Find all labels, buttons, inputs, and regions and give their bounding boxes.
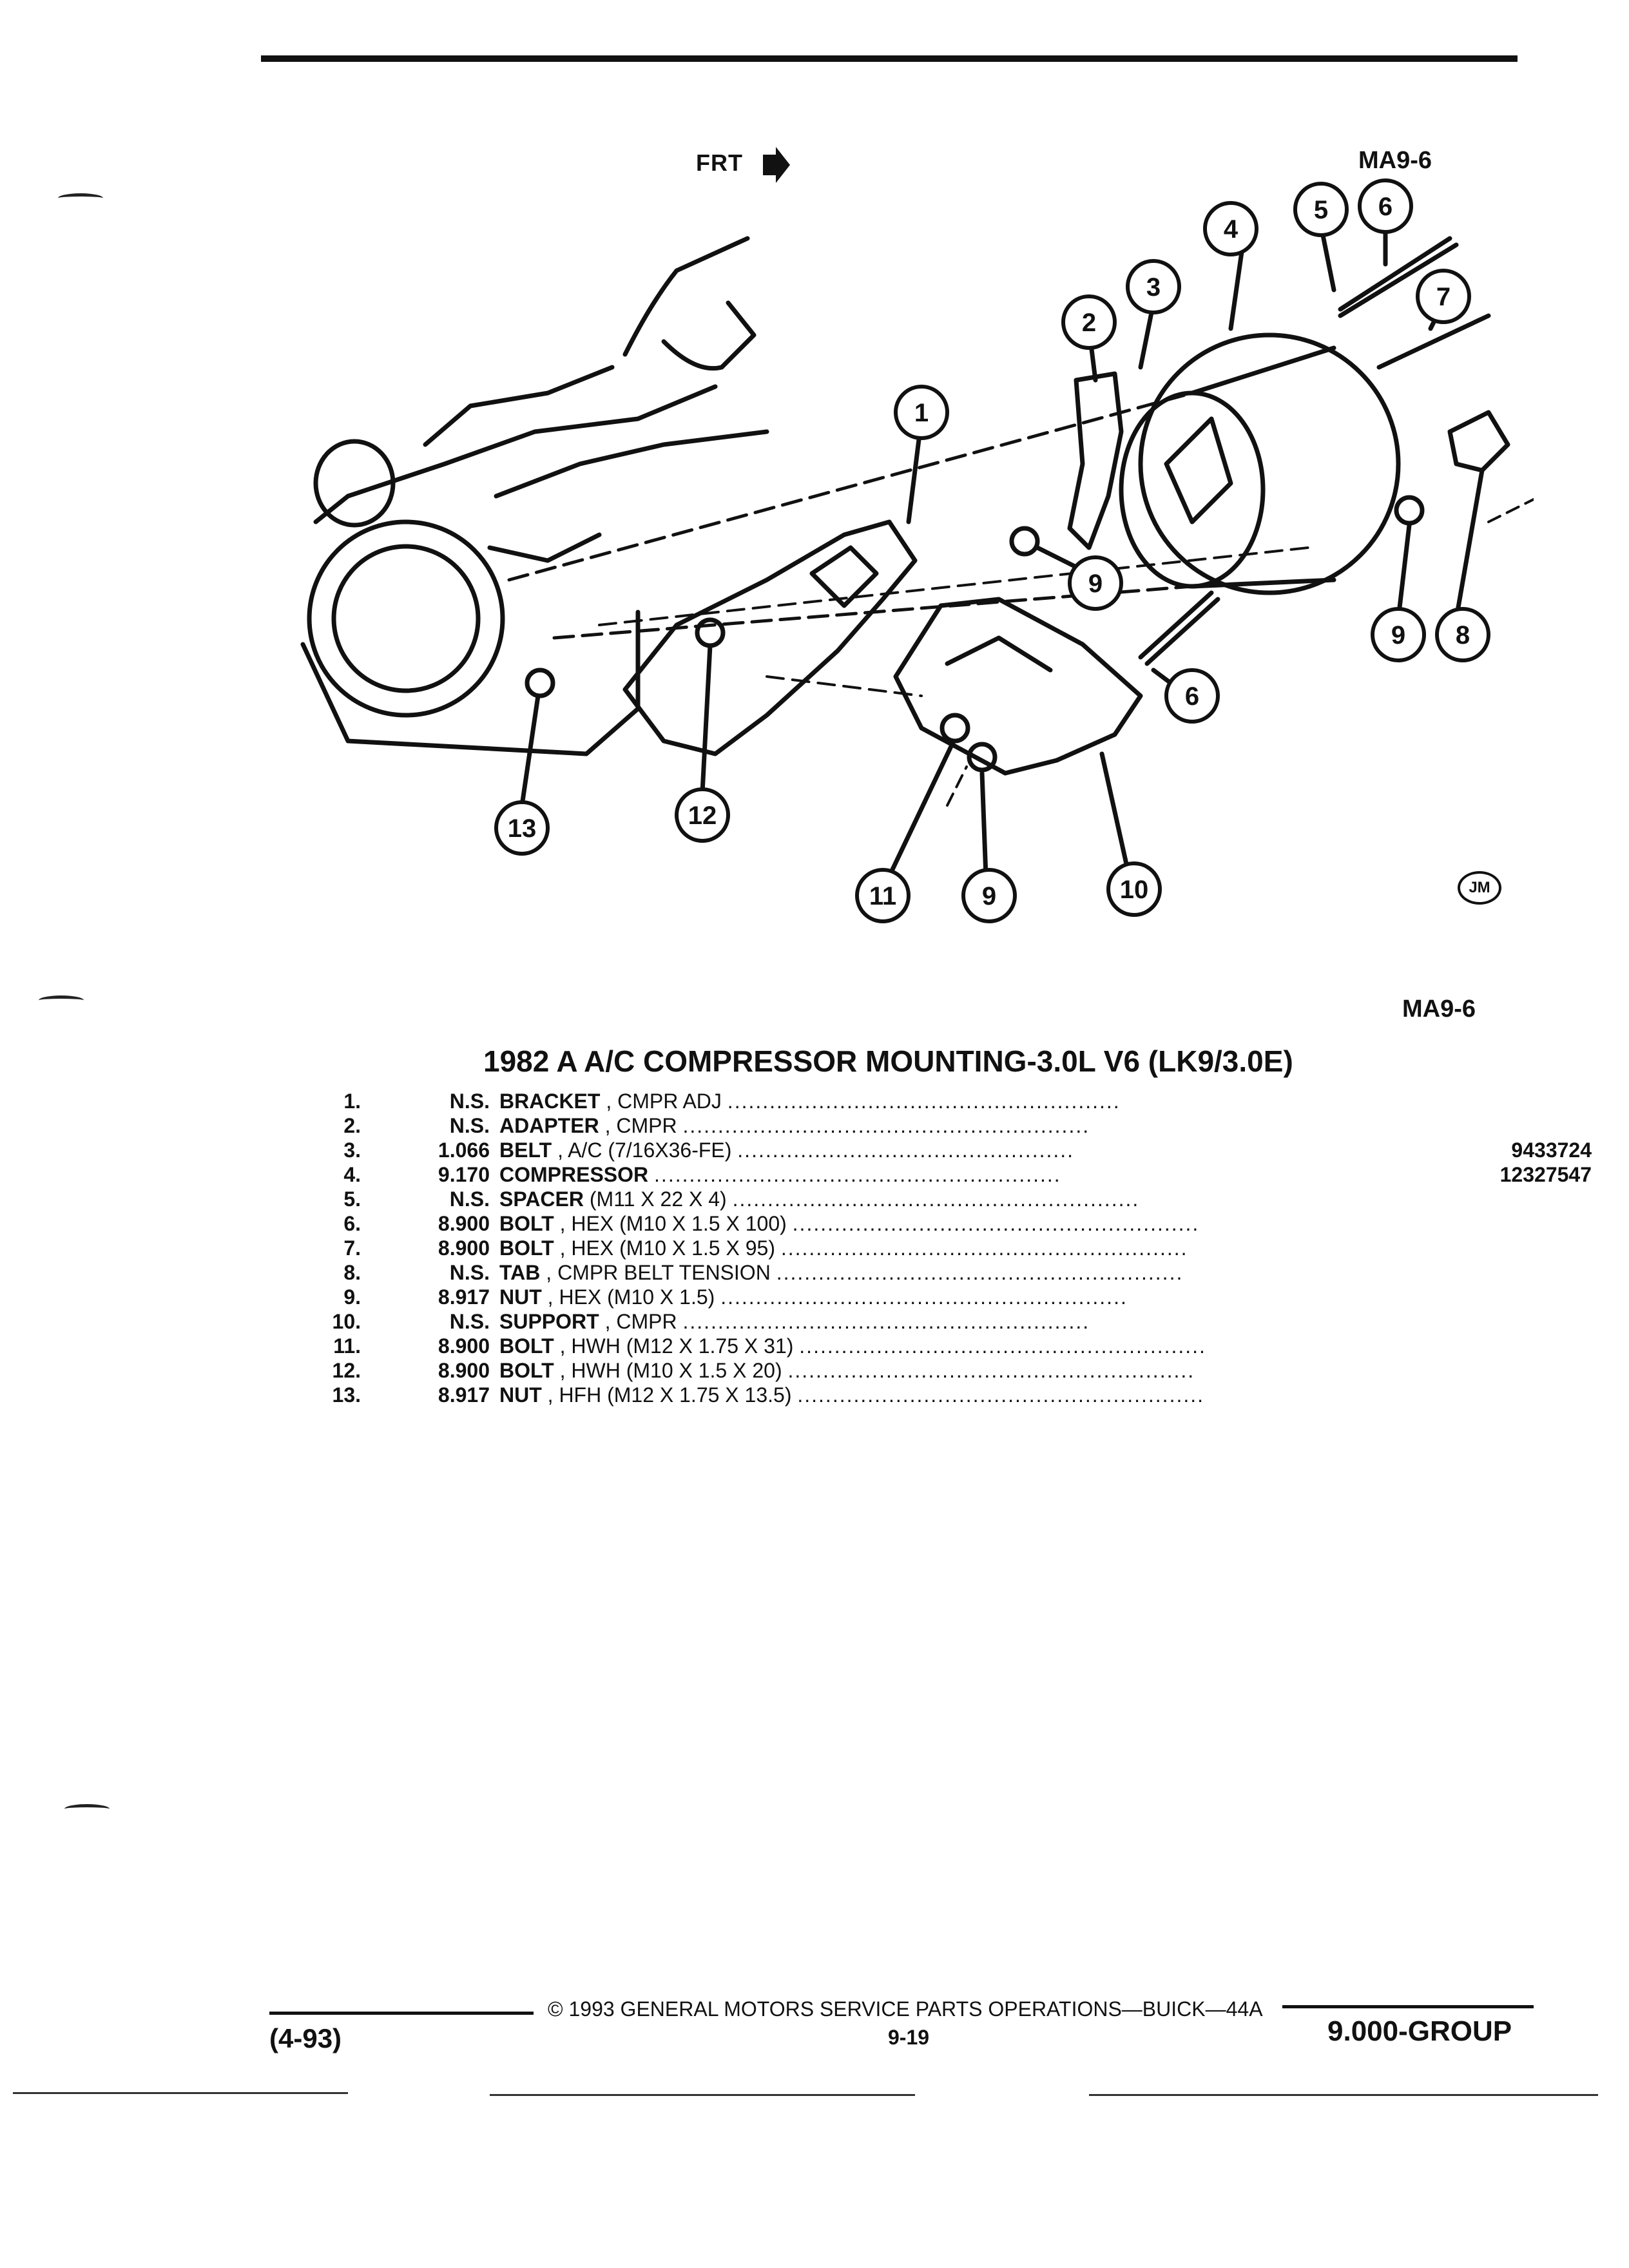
part-name: BOLT: [499, 1212, 554, 1235]
item-number: 9.: [343, 1285, 361, 1309]
part-detail: , A/C (7/16X36-FE): [557, 1139, 732, 1162]
footer-rule-left: [269, 2012, 534, 2015]
item-number: 1.: [343, 1090, 361, 1113]
callout-8: 8: [1455, 621, 1470, 649]
compressor-adapter: [1070, 374, 1121, 548]
part-description: BELT , A/C (7/16X36-FE) ................................................: [499, 1139, 1075, 1162]
group-code: N.S.: [449, 1090, 490, 1113]
group-code: 8.917: [438, 1285, 490, 1309]
group-code: 8.900: [438, 1359, 490, 1382]
callout-9: 9: [1391, 621, 1406, 649]
top-rule: [261, 55, 1518, 62]
part-description: BRACKET , CMPR ADJ ........................................................: [499, 1090, 1121, 1113]
compressor-support: [896, 599, 1141, 773]
revision-date: (4-93): [269, 2023, 342, 2053]
item-number: 7.: [343, 1236, 361, 1260]
page-number: 9-19: [888, 2026, 930, 2049]
callout-6: 6: [1184, 682, 1200, 711]
group-code: N.S.: [449, 1310, 490, 1333]
callout-6: 6: [1378, 193, 1393, 221]
item-number: 12.: [332, 1359, 361, 1382]
front-label: FRT: [696, 149, 743, 176]
part-name: SUPPORT: [499, 1310, 599, 1333]
figure-code-bottom: MA9-6: [1402, 995, 1476, 1023]
part-detail: , HEX (M10 X 1.5 X 95): [559, 1236, 775, 1260]
callout-11: 11: [869, 882, 897, 910]
part-name: BRACKET: [499, 1090, 601, 1113]
part-name: NUT: [499, 1383, 542, 1407]
group-code: N.S.: [449, 1187, 490, 1211]
part-detail: , HWH (M10 X 1.5 X 20): [559, 1359, 782, 1382]
callout-9: 9: [1088, 570, 1103, 598]
callout-10: 10: [1119, 876, 1149, 904]
part-detail: , HWH (M12 X 1.75 X 31): [559, 1334, 794, 1358]
part-detail: , HFH (M12 X 1.75 X 13.5): [547, 1383, 792, 1407]
compressor-body: [1141, 335, 1398, 593]
part-detail: , HEX (M10 X 1.5 X 100): [559, 1212, 787, 1235]
callout-9: 9: [981, 882, 997, 910]
part-description: BOLT , HEX (M10 X 1.5 X 95) ..........................................................: [499, 1236, 1188, 1260]
part-name: COMPRESSOR: [499, 1163, 649, 1186]
group-code: 8.900: [438, 1212, 490, 1235]
copyright-text: © 1993 GENERAL MOTORS SERVICE PARTS OPERATIONS—BUICK—44A: [548, 1997, 1263, 2021]
part-number: 9433724: [1511, 1139, 1592, 1162]
bolt-11-head: [942, 715, 968, 741]
callout-5: 5: [1313, 196, 1329, 224]
callout-4: 4: [1223, 215, 1239, 244]
item-number: 2.: [343, 1114, 361, 1137]
callout-7: 7: [1436, 283, 1451, 311]
nut-9-a: [1012, 528, 1037, 554]
part-detail: , CMPR: [604, 1310, 677, 1333]
part-detail: , CMPR: [604, 1114, 677, 1137]
part-description: ADAPTER , CMPR ..........................................................: [499, 1114, 1090, 1137]
adjust-bracket: [625, 522, 915, 754]
scan-mark: [58, 193, 103, 203]
callout-2: 2: [1081, 309, 1097, 337]
group-number: 9.000-GROUP: [1327, 2015, 1512, 2047]
part-detail: , CMPR BELT TENSION: [546, 1261, 771, 1284]
part-description: BOLT , HEX (M10 X 1.5 X 100) ..........................................................: [499, 1212, 1200, 1235]
nut-13: [527, 670, 553, 696]
nut-9-b: [1396, 497, 1422, 523]
footer-rule-right: [1282, 2005, 1534, 2008]
scan-line: [490, 2094, 915, 2096]
artist-mark: JM: [1458, 871, 1501, 905]
scan-line: [1089, 2094, 1598, 2096]
part-detail: (M11 X 22 X 4): [589, 1187, 727, 1211]
part-description: TAB , CMPR BELT TENSION ..........................................................: [499, 1261, 1184, 1284]
group-code: N.S.: [449, 1261, 490, 1284]
group-code: 8.900: [438, 1236, 490, 1260]
group-code: N.S.: [449, 1114, 490, 1137]
part-name: TAB: [499, 1261, 541, 1284]
page-title: 1982 A A/C COMPRESSOR MOUNTING-3.0L V6 (LK9/3.0E): [483, 1044, 1293, 1078]
scan-mark: [64, 1804, 110, 1814]
bolt-6-bottom: [1141, 593, 1211, 657]
part-name: BOLT: [499, 1236, 554, 1260]
part-name: SPACER: [499, 1187, 584, 1211]
part-description: NUT , HFH (M12 X 1.75 X 13.5) ..........................................................: [499, 1383, 1205, 1407]
part-description: COMPRESSOR ..........................................................: [499, 1163, 1061, 1186]
part-name: BOLT: [499, 1334, 554, 1358]
figure-code: MA9-6: [1358, 147, 1432, 174]
callout-1: 1: [914, 399, 929, 427]
part-description: BOLT , HWH (M10 X 1.5 X 20) ..........................................................: [499, 1359, 1195, 1382]
crank-pulley: [309, 522, 503, 715]
part-number: 12327547: [1499, 1163, 1592, 1186]
callout-12: 12: [688, 802, 717, 830]
item-number: 6.: [343, 1212, 361, 1235]
compressor-mounting-illustration: [277, 161, 1534, 986]
group-code: 8.900: [438, 1334, 490, 1358]
item-number: 5.: [343, 1187, 361, 1211]
belt-tension-tab: [1450, 412, 1508, 470]
part-name: BELT: [499, 1139, 552, 1162]
group-code: 9.170: [438, 1163, 490, 1186]
item-number: 11.: [333, 1334, 361, 1358]
callout-3: 3: [1146, 273, 1161, 302]
part-description: BOLT , HWH (M12 X 1.75 X 31) ..........................................................: [499, 1334, 1206, 1358]
part-detail: , HEX (M10 X 1.5): [547, 1285, 715, 1309]
part-detail: , CMPR ADJ: [606, 1090, 722, 1113]
item-number: 8.: [343, 1261, 361, 1284]
part-description: NUT , HEX (M10 X 1.5) ..........................................................: [499, 1285, 1128, 1309]
item-number: 13.: [332, 1383, 361, 1407]
callout-13: 13: [507, 814, 537, 843]
part-description: SUPPORT , CMPR ..........................................................: [499, 1310, 1090, 1333]
part-name: BOLT: [499, 1359, 554, 1382]
scan-mark: [39, 995, 84, 1005]
group-code: 1.066: [438, 1139, 490, 1162]
part-description: SPACER (M11 X 22 X 4) ..........................................................: [499, 1187, 1140, 1211]
part-name: NUT: [499, 1285, 542, 1309]
item-number: 4.: [343, 1163, 361, 1186]
part-name: ADAPTER: [499, 1114, 599, 1137]
item-number: 3.: [343, 1139, 361, 1162]
item-number: 10.: [332, 1310, 361, 1333]
group-code: 8.917: [438, 1383, 490, 1407]
scan-line: [13, 2092, 348, 2094]
